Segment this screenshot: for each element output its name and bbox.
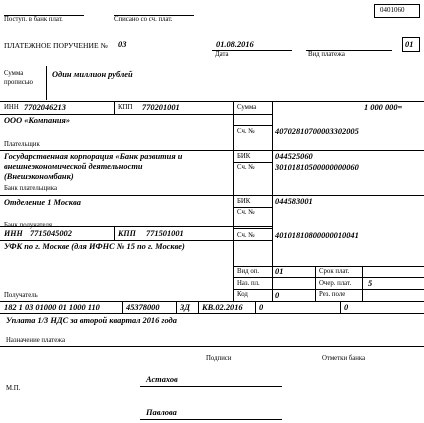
payer-bank-name-2: внешнеэкономической деятельности: [4, 162, 143, 171]
priority-label: Очер. плат.: [319, 280, 352, 287]
grid-line-purpose-bottom: [0, 346, 424, 347]
purpose-label: Назначение платежа: [6, 337, 65, 344]
payee-bank-bik-label: БИК: [237, 198, 251, 205]
code-value: 0: [275, 291, 280, 300]
grid-vline-main: [233, 101, 234, 301]
bank-receipt-label: Поступ. в банк плат.: [4, 16, 63, 23]
payee-kpp: 771501001: [146, 229, 184, 238]
grid-line-codes-mid2: [233, 289, 424, 290]
grid-line-codes-mid1: [233, 277, 424, 278]
grid-line-payer-bottom: [0, 150, 424, 151]
grid-line-payer-bank-bottom: [0, 195, 424, 196]
signatures-label: Подписи: [206, 355, 232, 362]
grid-vline-tax-2: [176, 301, 177, 313]
grid-line-payer-account: [233, 125, 273, 126]
grid-vline-tax-1: [122, 301, 123, 313]
payer-bank-corr-account: 30101810500000000060: [275, 163, 359, 172]
op-type-value: 01: [275, 267, 284, 276]
payer-bank-label: Банк плательщика: [4, 185, 57, 192]
payee-bank-bik: 044583001: [275, 197, 313, 206]
tax-basis: ЗД: [180, 303, 190, 312]
amount-words-label-1: Сумма: [4, 70, 24, 77]
bank-marks-label: Отметки банка: [322, 355, 366, 362]
grid-vline-tax-3: [198, 301, 199, 313]
payer-inn: 7702046213: [24, 103, 66, 112]
payment-type-label: Вид платежа: [308, 51, 345, 58]
payer-bank-corr-label: Сч. №: [237, 164, 255, 171]
payee-bank-label: Банк получателя: [4, 222, 53, 229]
payer-bank-bik: 044525060: [275, 152, 313, 161]
payer-label: Плательщик: [4, 141, 40, 148]
reserve-label: Рез. поле: [319, 291, 346, 298]
payee-name: УФК по г. Москве (для ИФНС № 15 по г. Москве): [4, 242, 185, 251]
signer-2: Павлова: [146, 408, 177, 417]
document-date: 01.08.2016: [216, 40, 254, 49]
payee-bank-name: Отделение 1 Москва: [4, 198, 81, 207]
payee-inn: 7715045002: [30, 229, 72, 238]
tax-kbk: 182 1 03 01000 01 1000 110: [4, 303, 100, 312]
signer-1: Астахов: [146, 375, 178, 384]
grid-line-codes-top: [233, 266, 424, 267]
grid-line-payee-bik: [233, 207, 273, 208]
grid-vline-values: [272, 101, 273, 301]
document-number: 03: [118, 40, 127, 49]
payer-name: ООО «Компания»: [4, 116, 71, 125]
grid-vline-tax-4: [255, 301, 256, 313]
grid-line-inn: [0, 114, 272, 115]
payee-account: 40101810800000010041: [275, 231, 359, 240]
payee-kpp-label: КПП: [118, 229, 136, 238]
payee-inn-label: ИНН: [4, 229, 23, 238]
payer-account-label: Сч. №: [237, 128, 255, 135]
tax-doc-number: 0: [259, 303, 264, 312]
signature-line-1: [140, 386, 282, 387]
amount-words-divider: [46, 66, 47, 100]
signature-line-2: [140, 419, 282, 420]
document-title: ПЛАТЕЖНОЕ ПОРУЧЕНИЕ №: [4, 41, 108, 50]
grid-vline-payee-kpp: [114, 226, 115, 240]
payer-bank-bik-label: БИК: [237, 153, 251, 160]
payee-account-label: Сч. №: [237, 232, 255, 239]
stamp-label: М.П.: [6, 385, 21, 392]
payee-bank-corr-label: Сч. №: [237, 209, 255, 216]
payer-kpp: 770201001: [142, 103, 180, 112]
form-code: 0401060: [380, 6, 405, 14]
amount-words-label-2: прописью: [4, 79, 33, 86]
purpose-text: Уплата 1/3 НДС за второй квартал 2016 года: [6, 316, 177, 325]
amount-value: 1 000 000=: [364, 103, 403, 112]
payer-bank-name-3: (Внешэкономбанк): [4, 172, 74, 181]
grid-line-payee-inn: [0, 240, 272, 241]
payer-bank-name-1: Государственная корпорация «Банк развития и: [4, 152, 183, 161]
purpose-code-label: Наз. пл.: [237, 280, 260, 287]
code-label: Код: [237, 291, 248, 298]
grid-line-tax-top: [0, 301, 424, 302]
payer-account: 40702810700003302005: [275, 127, 359, 136]
grid-line-bik: [233, 162, 273, 163]
priority-value: 5: [368, 279, 373, 288]
payer-kpp-label: КПП: [118, 104, 133, 111]
term-label: Срок плат.: [319, 268, 350, 275]
tax-doc-date: 0: [344, 303, 349, 312]
tax-period: КВ.02.2016: [202, 303, 243, 312]
amount-words-value: Один миллион рублей: [52, 70, 133, 79]
debit-label: Списано со сч. плат.: [114, 16, 173, 23]
payer-inn-label: ИНН: [4, 104, 19, 111]
grid-vline-codes-2: [315, 266, 316, 301]
tax-oktmo: 45378000: [126, 303, 160, 312]
payee-label: Получатель: [4, 292, 38, 299]
grid-vline-codes-3: [362, 266, 363, 301]
grid-vline-tax-5: [340, 301, 341, 313]
amount-label: Сумма: [237, 104, 257, 111]
op-type-label: Вид оп.: [237, 268, 260, 275]
grid-line-payee-account: [233, 228, 273, 229]
status-value: 01: [405, 40, 414, 49]
grid-line-tax-bottom: [0, 313, 424, 314]
grid-line-top: [0, 101, 424, 102]
date-label: Дата: [215, 51, 229, 58]
grid-vline-payer-kpp: [114, 101, 115, 114]
